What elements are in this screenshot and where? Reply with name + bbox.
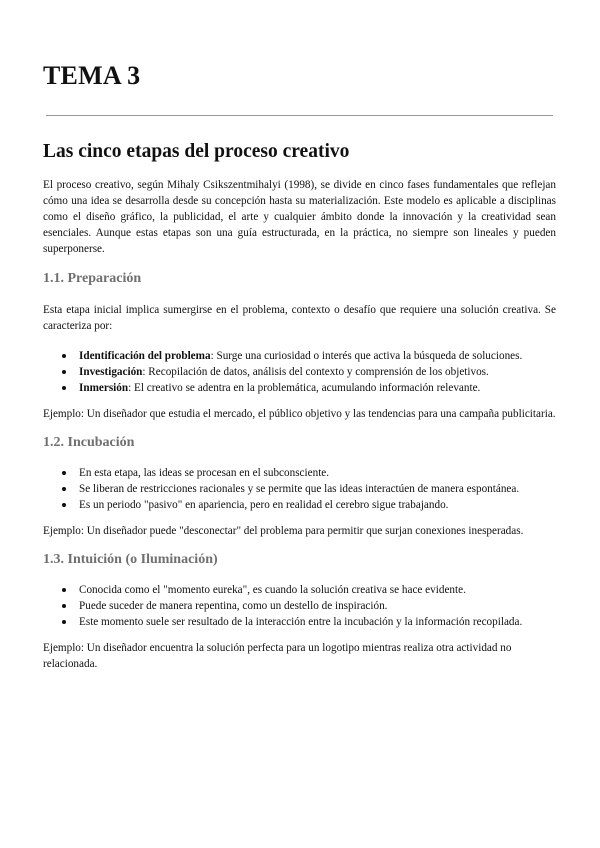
example-paragraph-incubacion: Ejemplo: Un diseñador puede "desconectar" del problema para permitir que surjan conexiones inesperadas. [43,525,524,537]
intro-paragraph: El proceso creativo, según Mihaly Csikszentmihalyi (1998), se divide en cinco fases fundamentales que reflejan cómo una idea se desarrolla desde su concepción hasta su materialización. Este modelo es aplicable a disciplinas como el diseño gráfico, la publicidad, el arte y cualquier ámbito donde la innovación y la creatividad sean esenciales. Aunque estas etapas son una guía estructurada, en la práctica, no siempre son lineales y pueden superponerse. [43,179,556,255]
list-item [43,348,556,364]
bullet-list-preparacion [43,348,556,396]
list-item: Puede suceder de manera repentina, como un destello de inspiración. [43,598,556,614]
list-item-term: Identificación del problema [79,350,211,362]
section-heading-intuicion: 1.3. Intuición (o Iluminación) [43,552,218,567]
list-item [43,364,556,380]
list-item: En esta etapa, las ideas se procesan en el subconsciente. [43,465,556,481]
section-heading-incubacion: 1.2. Incubación [43,435,135,450]
list-item: Este momento suele ser resultado de la interacción entre la incubación y la información recopilada. [43,614,556,630]
bullet-list-intuicion [43,582,556,630]
section-heading-preparacion: 1.1. Preparación [43,271,142,286]
list-item [43,380,556,396]
list-item: Es un periodo "pasivo" en apariencia, pero en realidad el cerebro sigue trabajando. [43,497,556,513]
horizontal-divider [46,115,553,116]
list-item-text: : Surge una curiosidad o interés que activa la búsqueda de soluciones. [210,350,523,362]
list-item: Se liberan de restricciones racionales y se permite que las ideas interactúen de manera espontánea. [43,481,556,497]
list-item: Conocida como el "momento eureka", es cuando la solución creativa se hace evidente. [43,582,556,598]
example-paragraph-preparacion: Ejemplo: Un diseñador que estudia el mercado, el público objetivo y las tendencias para una campaña publicitaria. [43,408,556,420]
list-item-term: Inmersión [79,382,129,394]
example-paragraph-intuicion: Ejemplo: Un diseñador encuentra la solución perfecta para un logotipo mientras realiza otra actividad no relacionada. [43,642,512,670]
list-item-text: : El creativo se adentra en la problemática, acumulando información relevante. [128,382,481,394]
list-item-term: Investigación [79,366,143,378]
section-paragraph-preparacion: Esta etapa inicial implica sumergirse en el problema, contexto o desafío que requiere una solución creativa. Se caracteriza por: [43,304,556,332]
tema-heading: TEMA 3 [43,61,141,90]
bullet-list-incubacion [43,465,556,513]
list-item-text: : Recopilación de datos, análisis del contexto y comprensión de los objetivos. [142,366,489,378]
document-title: Las cinco etapas del proceso creativo [43,141,350,162]
